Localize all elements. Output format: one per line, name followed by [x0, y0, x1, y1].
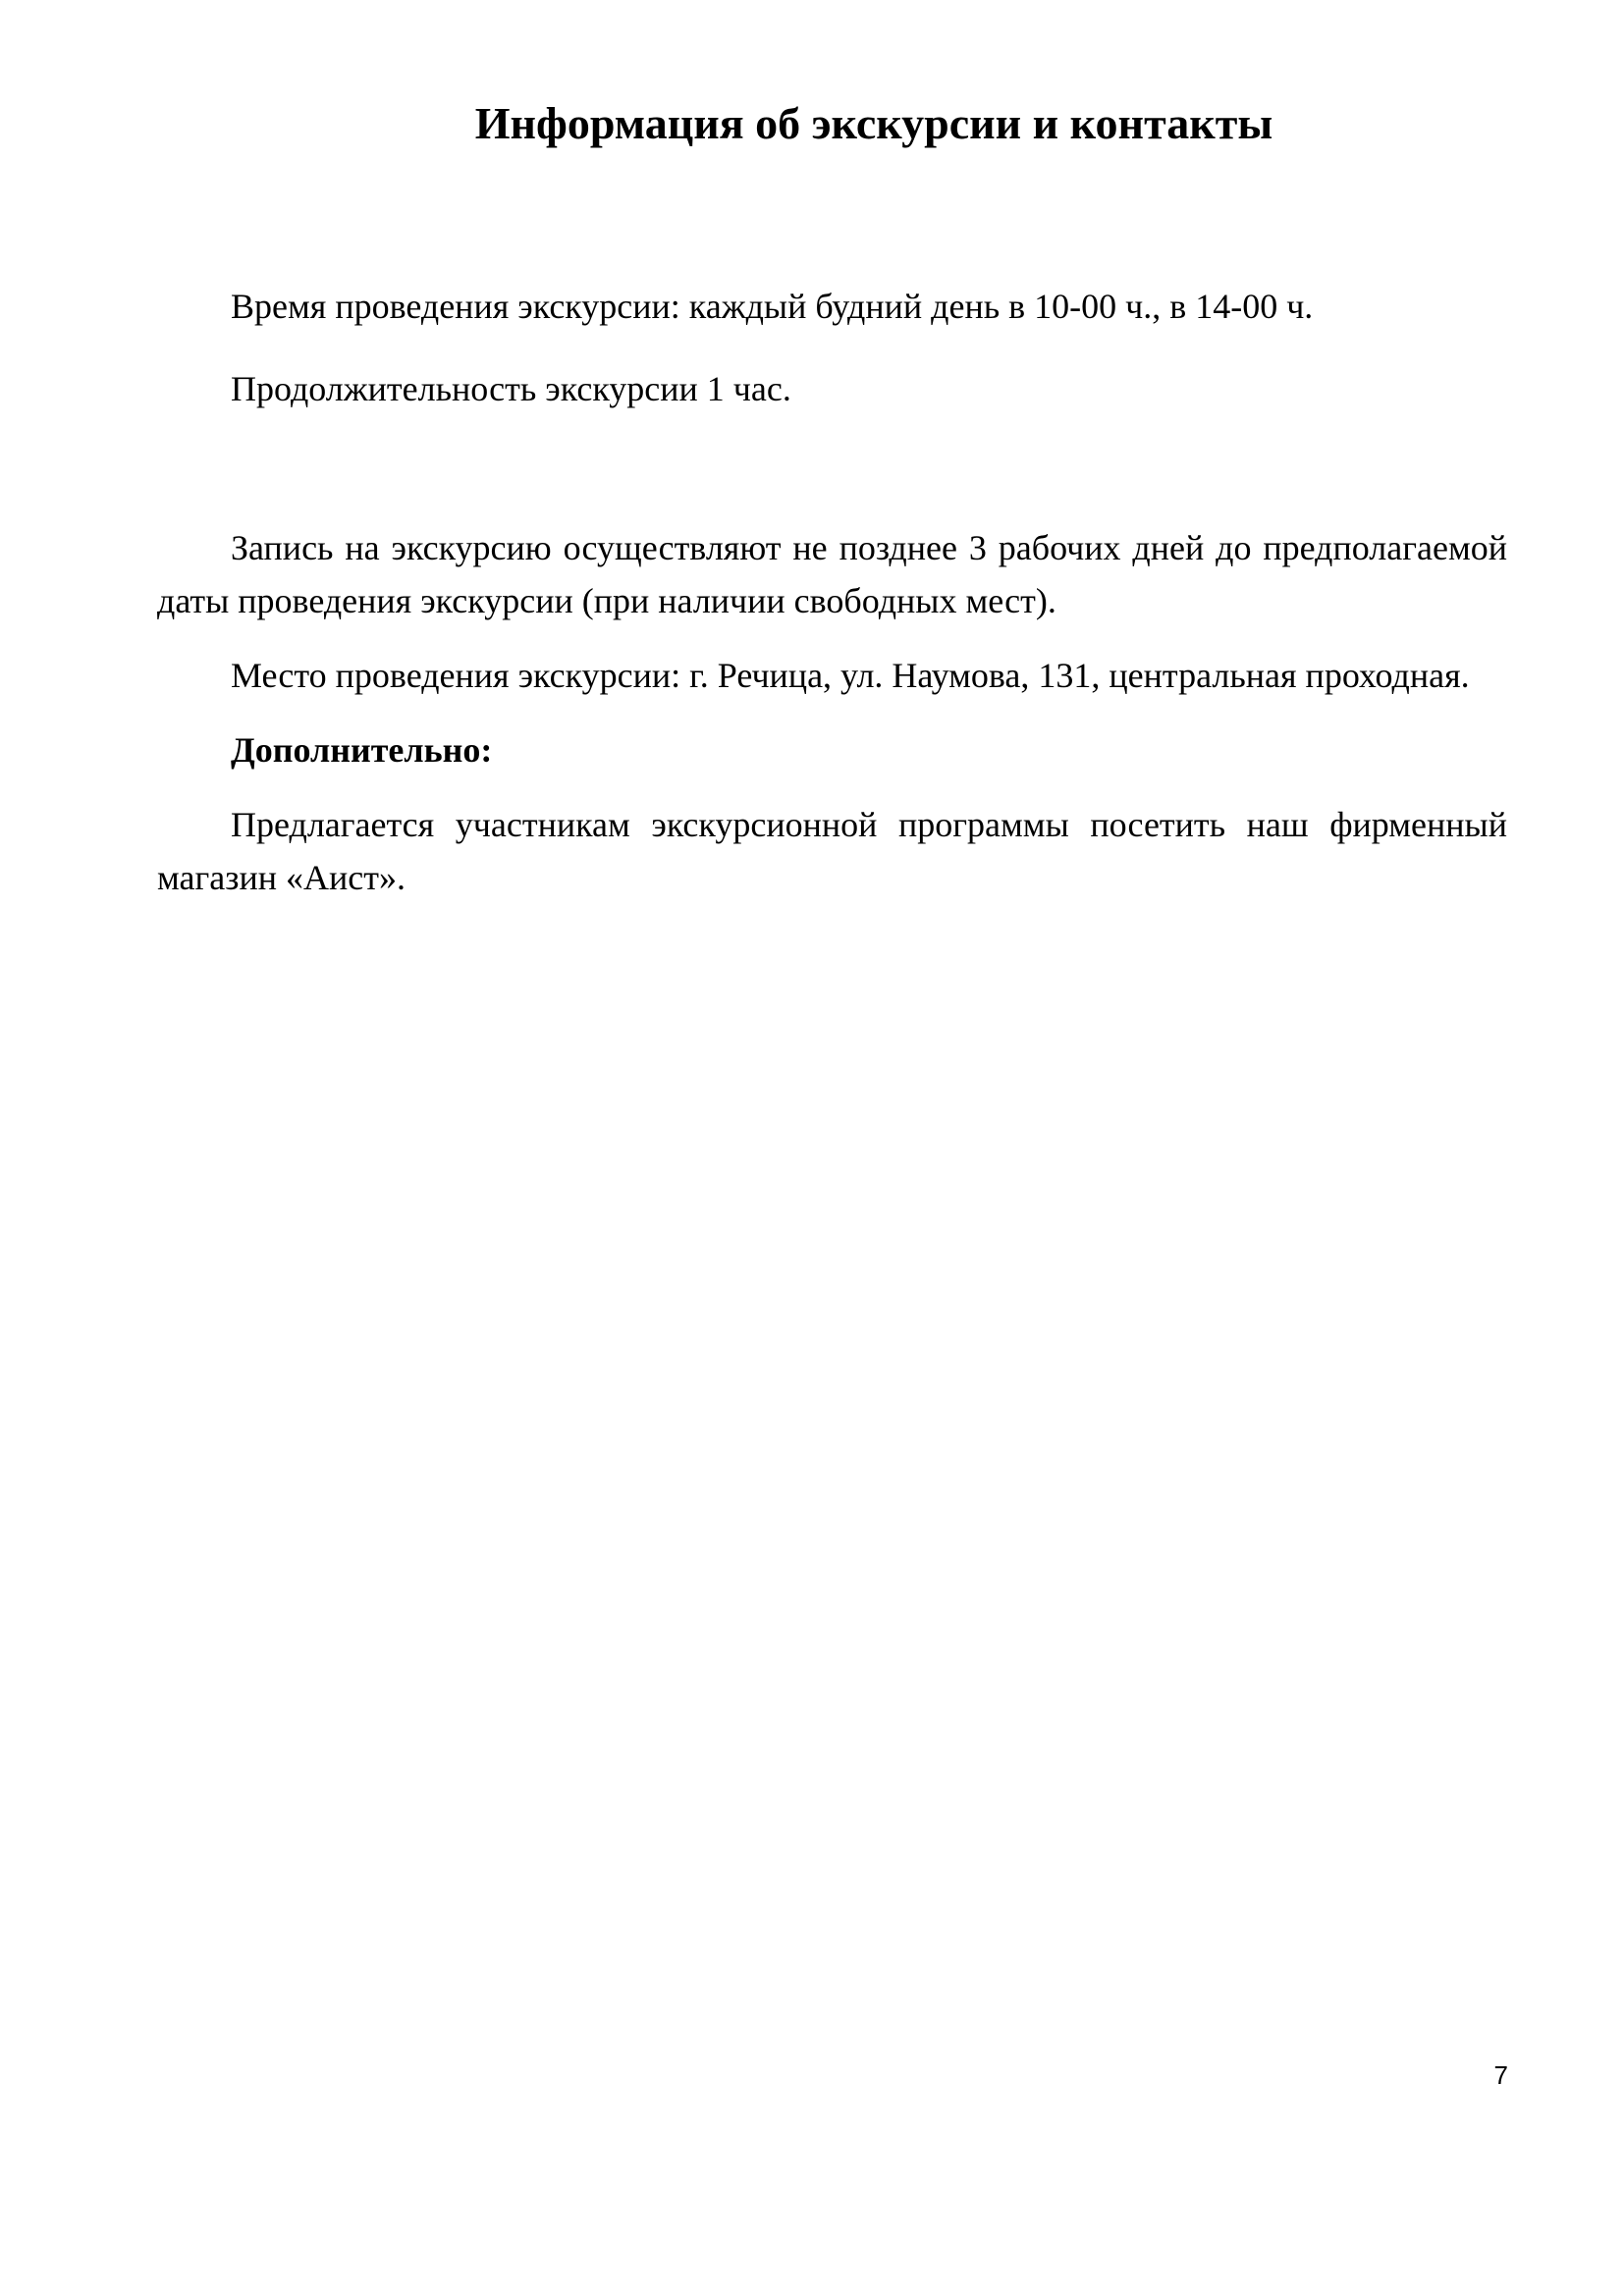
additional-heading: Дополнительно: [231, 730, 493, 770]
page-number: 7 [1493, 2060, 1508, 2090]
registration-paragraph: Запись на экскурсию осуществляют не позднее 3 рабочих дней до предполагаемой даты проведения экскурсии (при наличии свободных мест). [157, 528, 1507, 620]
page-title: Информация об экскурсии и контакты [474, 98, 1273, 148]
location-paragraph: Место проведения экскурсии: г. Речица, ул. Наумова, 131, центральная проходная. [231, 656, 1470, 695]
document-body [157, 280, 1507, 904]
additional-paragraph: Предлагается участникам экскурсионной программы посетить наш фирменный магазин «Аист». [157, 805, 1507, 897]
tour-time-paragraph: Время проведения экскурсии: каждый будний день в 10-00 ч., в 14-00 ч. [231, 287, 1314, 326]
tour-duration-paragraph: Продолжительность экскурсии 1 час. [231, 369, 791, 408]
